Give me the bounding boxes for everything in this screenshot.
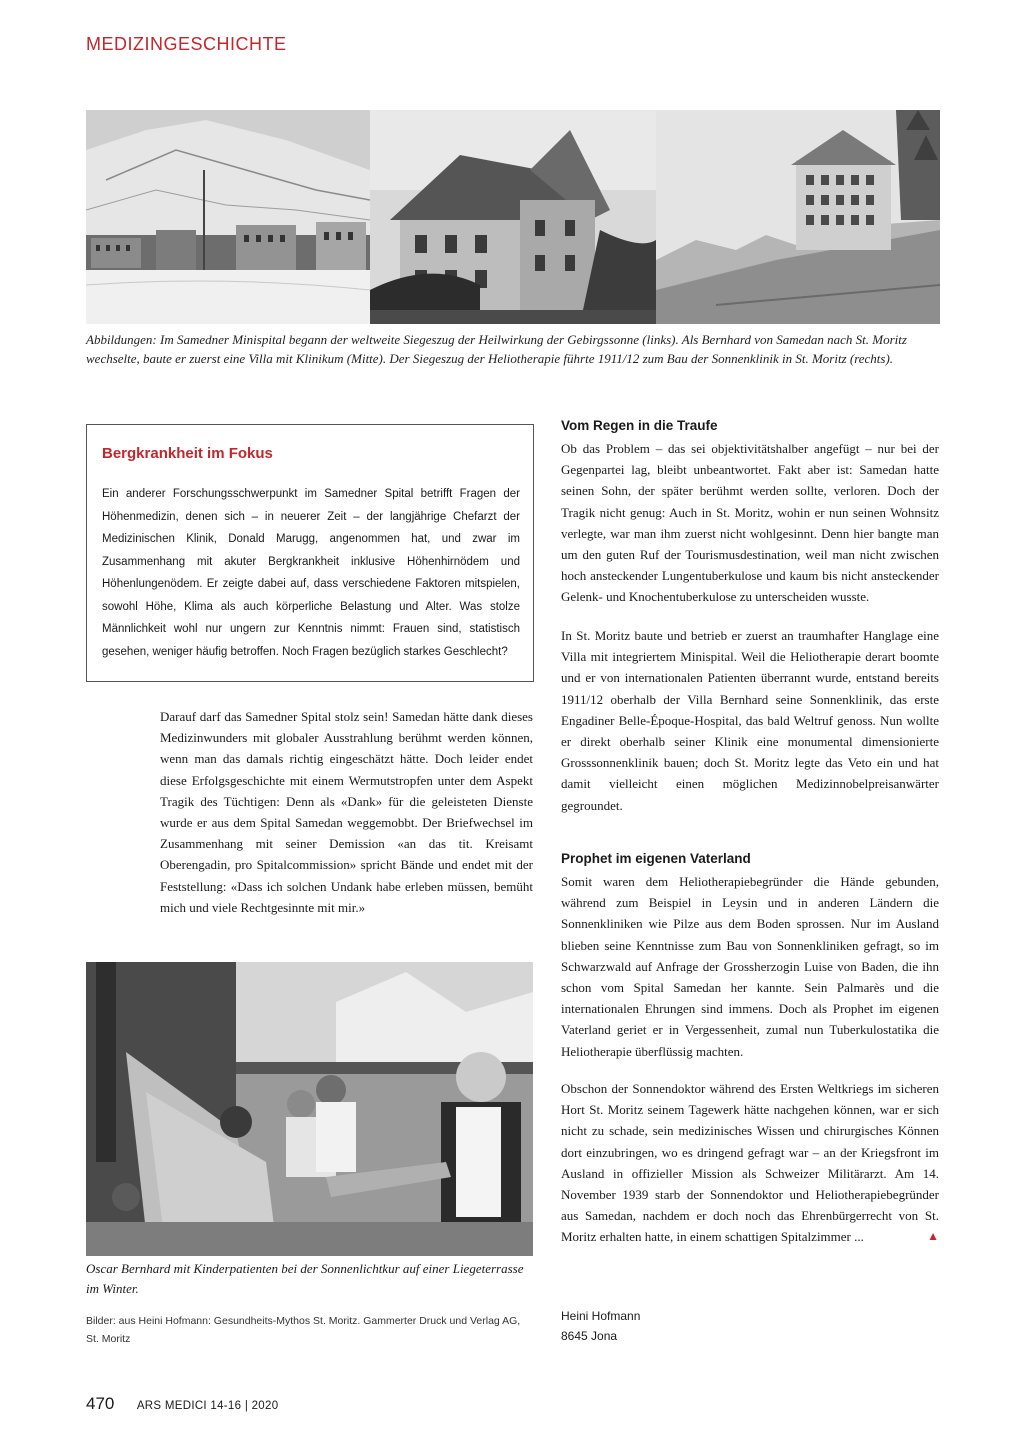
info-box-text: Ein anderer Forschungsschwerpunkt im Samedner Spital betrifft Fragen der Höhenmedizin, denen sich – in neuerer Zeit – der langjährige Chefarzt der Medizinischen Klinik, Donald Marugg, angenommen hat, und zwar im Zusammenhang mit akuter Bergkrankheit inklusive Höhenhirnödem und Höhenlungenödem. Er zeigte dabei auf, dass verschiedene Faktoren mitspielen, sowohl Höhe, Klima als auch körperliche Belastung und Alter. Was stolze Männlichkeit wohl nur ungern zur Kenntnis nimmt: Frauen sind, statistisch gesehen, weniger häufig betroffen. Noch Fragen bezüglich starkes Geschlecht?: [102, 488, 520, 658]
photo-samedan-minispital: [86, 110, 370, 324]
left-column-paragraph: Darauf darf das Samedner Spital stolz sein! Samedan hätte dank dieses Medizinwunders mit globaler Ausstrahlung berühmt werden können, wenn man das damals richtig eingeschätzt hätte. Doch leider endet diese Erfolgsgeschichte mit einem Wermutstropfen unter dem Aspekt Tragik des Tüchtigen: Denn als «Dank» für die geleisteten Dienste wurde er aus dem Spital Samedan weggemobbt. Der Briefwechsel im Zusammenhang mit seiner Demission «an das tit. Kreisamt Oberengadin, pro Spitalcommission» spricht Bände und endet mit der Feststellung: «Dass ich solchen Undank habe erleben müssen, bemüht mich und viele Rechtgesinnte mit mir.»: [160, 709, 533, 915]
section-title: MEDIZINGESCHICHTE: [86, 34, 287, 54]
photo-villa-bernhard: [370, 110, 656, 324]
info-box: [86, 424, 534, 682]
image-credits: Bilder: aus Heini Hofmann: Gesundheits-Mythos St. Moritz. Gammerter Druck und Verlag AG, St. Moritz: [86, 1315, 521, 1345]
page-number: 470: [86, 1394, 115, 1413]
paragraph-2: In St. Moritz baute und betrieb er zuerst an traumhafter Hanglage eine Villa mit integriertem Minispital. Weil die Heliotherapie derart boomte und er von internationalen Patienten überrannt wurde, entstand bereits 1911/12 oberhalb der Villa Bernhard seine Sonnenklinik, das erste Engadiner Belle-Époque-Hospital, das bald Weltruf genoss. Nun wollte er direkt oberhalb seiner Klinik eine monumental dimensionierte Grosssonnenklinik bauen; doch St. Moritz legte das Veto ein und hat damit vielleicht einen möglichen Medizinnobelpreisanwärter gegroundet.: [561, 628, 939, 813]
paragraph-4: [561, 1078, 939, 1248]
heading-prophet: Prophet im eigenen Vaterland: [561, 851, 751, 866]
journal-issue: ARS MEDICI 14-16 | 2020: [136, 1400, 279, 1412]
author-location: 8645 Jona: [561, 1329, 618, 1343]
heading-vom-regen: Vom Regen in die Traufe: [561, 418, 718, 433]
info-box-title: Bergkrankheit im Fokus: [102, 445, 273, 462]
historic-photo-strip: [86, 110, 940, 324]
paragraph-4-text: Obschon der Sonnendoktor während des Ersten Weltkriegs im sicheren Hort St. Moritz seinem Tagewerk hätte nachgehen können, war er sich nicht zu schade, sein medizinisches Wissen und chirurgisches Können dort einzubringen, wo es dringend gefragt war – an der Kriegsfront im Ausland in offizieller Mission als Schweizer Militärarzt. Am 14. November 1939 starb der Sonnendoktor und Heliotherapiebegründer aus Samedan, nachdem er doch noch das Ehrenbürgerrecht von St. Moritz erhalten hatte, in einem schattigen Spitalzimmer ...: [561, 1081, 939, 1245]
photo-sonnenklinik: [656, 110, 940, 324]
photo-sun-therapy-terrace: [86, 962, 533, 1256]
bottom-photo-caption: Oscar Bernhard mit Kinderpatienten bei der Sonnenlichtkur auf einer Liegeterrasse im Winter.: [86, 1261, 524, 1296]
paragraph-1: Ob das Problem – das sei objektivitätshalber angefügt – nur bei der Gegenpartei lag, bleibt unbeantwortet. Fakt aber ist: Samedan hatte seinen Sohn, der später berühmt werden sollte, verloren. Doch der Tragik nicht genug: Auch in St. Moritz, wohin er nun seinen Wohnsitz verlegte, war man ihm zuerst nicht wohlgesinnt. Denn hier bangte man um den guten Ruf der Tourismusdestination, weil man nicht zwischen hoch ansteckender Lungentuberkulose und kaum bis nicht ansteckender Gelenk- und Knochentuberkulose zu unterscheiden wusste.: [561, 441, 939, 605]
page-footer: [86, 1394, 278, 1414]
author-block: [561, 1306, 640, 1346]
top-photo-caption: Abbildungen: Im Samedner Minispital begann der weltweite Siegeszug der Heilwirkung der Gebirgssonne (links). Als Bernhard von Samedan nach St. Moritz wechselte, baute er zuerst eine Villa mit Klinikum (Mitte). Der Siegeszug der Heliotherapie führte 1911/12 zum Bau der Sonnenklinik in St. Moritz (rechts).: [86, 332, 907, 366]
paragraph-3: Somit waren dem Heliotherapiebegründer die Hände gebunden, während zum Beispiel in Leysin und in anderen Ländern die Sonnenkliniken wie Pilze aus dem Boden sprossen. Nur im Ausland blieben seine Kenntnisse zum Bau von Sonnenkliniken gefragt, so im Schwarzwald auf Anfrage der Grossherzogin Luise von Baden, die ihn schon vom Spital Samedan her kannte. Sein Palmarès und die internationalen Ehrungen sind immens. Doch als Prophet im eigenen Vaterland geriet er in Vergessenheit, zumal nun Tuberkulostatika die Heliotherapie überflüssig machten.: [561, 874, 939, 1059]
author-name: Heini Hofmann: [561, 1309, 641, 1323]
end-mark-icon: ▲: [927, 1229, 939, 1244]
